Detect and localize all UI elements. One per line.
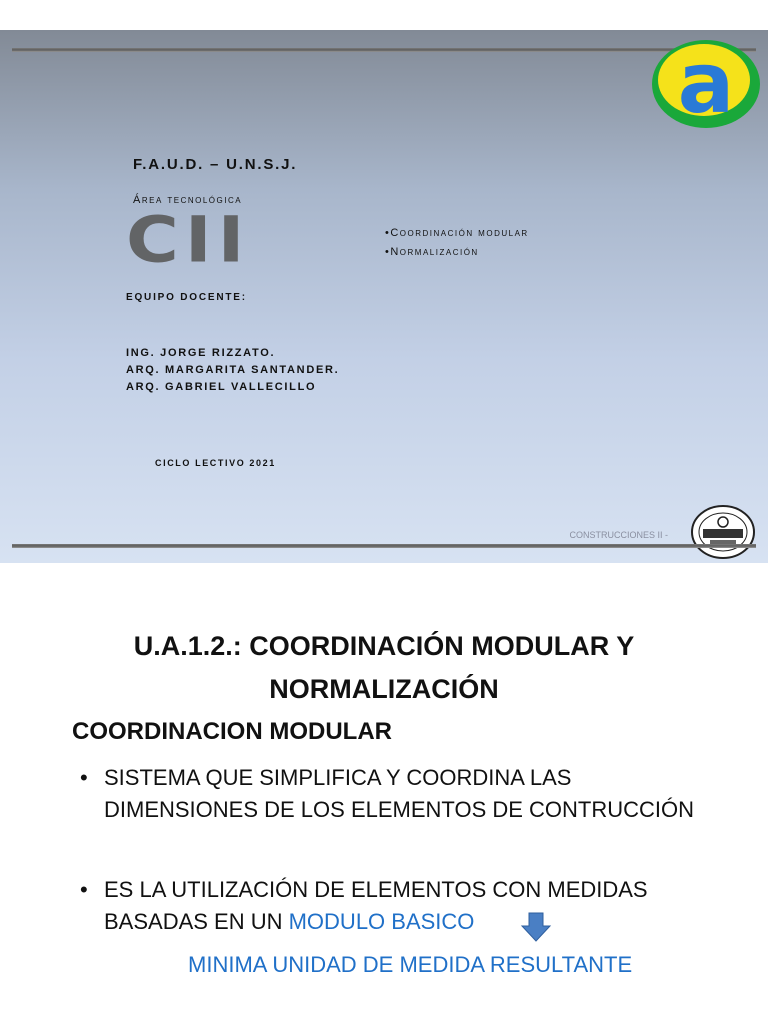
teacher-name: ING. JORGE RIZZATO. bbox=[126, 347, 276, 359]
team-label: EQUIPO DOCENTE: bbox=[126, 292, 247, 303]
bullet-line bbox=[104, 906, 648, 938]
institution-name: F.A.U.D. – U.N.S.J. bbox=[133, 156, 298, 173]
teachers-list bbox=[126, 345, 339, 396]
arrow-down-icon bbox=[520, 911, 552, 943]
slide-footer: CONSTRUCCIONES II - bbox=[569, 530, 668, 540]
teacher-name: ARQ. GABRIEL VALLECILLO bbox=[126, 381, 317, 393]
bullet-symbol: • bbox=[80, 877, 88, 902]
bullet-symbol: • bbox=[80, 765, 88, 790]
svg-text:a: a bbox=[677, 36, 735, 132]
topics-list bbox=[385, 224, 529, 262]
topic-item: •Normalización bbox=[385, 246, 479, 258]
university-seal-icon bbox=[690, 504, 756, 560]
title-line: U.A.1.2.: COORDINACIÓN MODULAR Y bbox=[133, 631, 635, 661]
title-line: NORMALIZACIÓN bbox=[269, 674, 499, 704]
bullet-text bbox=[104, 874, 648, 938]
bottom-divider bbox=[12, 544, 756, 548]
bullet-line: SISTEMA QUE SIMPLIFICA Y COORDINA LAS bbox=[104, 765, 572, 790]
institution-logo-a bbox=[650, 36, 762, 132]
course-code: CII bbox=[126, 202, 251, 277]
bullet-line: ES LA UTILIZACIÓN DE ELEMENTOS CON MEDIDAS bbox=[104, 877, 648, 902]
result-definition: MINIMA UNIDAD DE MEDIDA RESULTANTE bbox=[188, 952, 633, 977]
bullet-line-prefix: BASADAS EN UN bbox=[104, 909, 289, 934]
teacher-name: ARQ. MARGARITA SANTANDER. bbox=[126, 364, 340, 376]
section-heading: COORDINACION MODULAR bbox=[72, 718, 392, 745]
bullet-line: DIMENSIONES DE LOS ELEMENTOS DE CONTRUCCIÓN bbox=[104, 797, 695, 822]
bullet-text bbox=[104, 762, 694, 826]
highlight-term: MODULO BASICO bbox=[288, 909, 475, 934]
academic-cycle: CICLO LECTIVO 2021 bbox=[155, 458, 276, 468]
top-divider bbox=[12, 48, 756, 52]
title-slide bbox=[0, 30, 768, 563]
area-label: Área tecnológica bbox=[133, 194, 243, 206]
topic-item: •Coordinación modular bbox=[385, 227, 529, 239]
page-title bbox=[0, 625, 768, 711]
